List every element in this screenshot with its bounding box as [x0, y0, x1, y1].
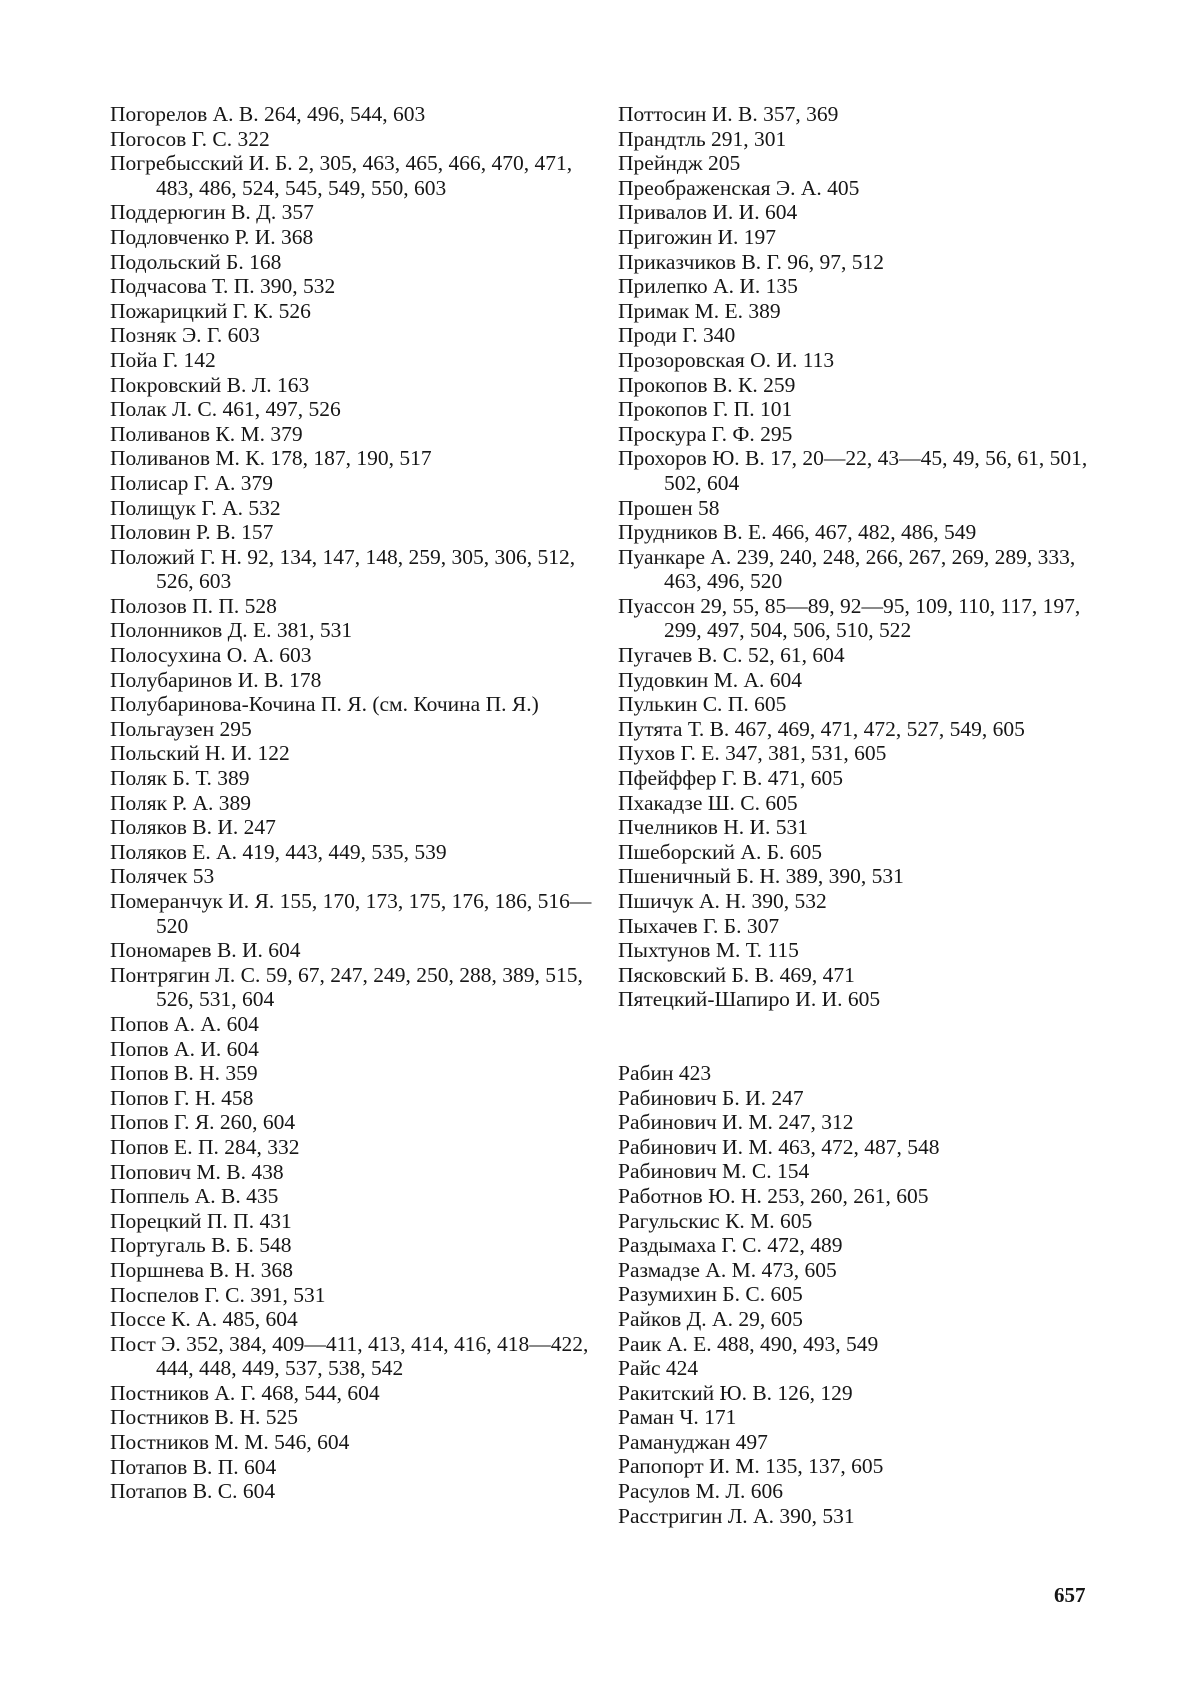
index-entry: Поттосин И. В. 357, 369	[618, 102, 839, 126]
index-entry: Рабинович Б. И. 247	[618, 1085, 804, 1110]
index-entry: Полисар Г. А. 379	[110, 470, 273, 495]
index-entry: Попов А. А. 604	[110, 1011, 259, 1036]
index-entry: Погорелов А. В. 264, 496, 544, 603	[110, 102, 426, 126]
index-entry: Полосухина О. А. 603	[110, 643, 312, 668]
index-entry: Райков Д. А. 29, 605	[618, 1306, 803, 1331]
index-entry: Пыхтунов М. Т. 115	[618, 938, 799, 963]
index-entry: Попов Г. Я. 260, 604	[110, 1110, 296, 1135]
index-entry: Поливанов К. М. 379	[110, 421, 303, 446]
index-entry: Полищук Г. А. 532	[110, 495, 281, 520]
index-entry: Рамануджан 497	[618, 1429, 768, 1454]
index-section-p	[618, 102, 1118, 1012]
index-column-right	[618, 102, 1118, 1528]
index-entry: Рабинович И. М. 247, 312	[618, 1110, 854, 1135]
index-entry: Рагульскис К. М. 605	[618, 1208, 813, 1233]
index-entry: Ракитский Ю. В. 126, 129	[618, 1380, 853, 1405]
index-entry: Пухов Г. Е. 347, 381, 531, 605	[618, 741, 887, 766]
index-entry: Поливанов М. К. 178, 187, 190, 517	[110, 446, 432, 471]
index-entry: Полубаринова-Кочина П. Я. (см. Кочина П. Я.)	[110, 692, 539, 717]
index-entry: Погребысский И. Б. 2, 305, 463, 465, 466, 470, 471, 483, 486, 524, 545, 549, 550, 603	[110, 151, 573, 200]
index-entry: Поляк Р. А. 389	[110, 790, 251, 815]
index-entry: Пригожин И. 197	[618, 224, 777, 249]
index-entry: Пост Э. 352, 384, 409—411, 413, 414, 416, 418—422, 444, 448, 449, 537, 538, 542	[110, 1331, 589, 1381]
index-entry: Подловченко Р. И. 368	[110, 224, 314, 249]
index-entry: Пшеничный Б. Н. 389, 390, 531	[618, 864, 904, 889]
index-section-r	[618, 1061, 1118, 1528]
index-entry: Пыхачев Г. Б. 307	[618, 913, 780, 938]
page-number: 657	[1054, 1583, 1086, 1607]
index-entry: Раман Ч. 171	[618, 1405, 737, 1430]
index-entry: Португаль В. Б. 548	[110, 1233, 292, 1258]
index-entry: Подольский Б. 168	[110, 249, 282, 274]
index-entry: Пясковский Б. В. 469, 471	[618, 962, 855, 987]
index-entry: Прокопов Г. П. 101	[618, 397, 793, 422]
index-entry: Путята Т. В. 467, 469, 471, 472, 527, 549, 605	[618, 716, 1025, 741]
index-entry: Пшичук А. Н. 390, 532	[618, 889, 827, 913]
index-entry: Пономарев В. И. 604	[110, 938, 301, 963]
index-entry: Прохоров Ю. В. 17, 20—22, 43—45, 49, 56, 61, 501, 502, 604	[618, 446, 1088, 495]
index-entry: Покровский В. Л. 163	[110, 372, 310, 397]
index-entry: Позняк Э. Г. 603	[110, 323, 260, 348]
index-entry: Попов А. И. 604	[110, 1036, 259, 1061]
index-entry: Порецкий П. П. 431	[110, 1208, 292, 1233]
index-entry: Погосов Г. С. 322	[110, 126, 270, 151]
index-entry: Постников В. Н. 525	[110, 1405, 299, 1430]
index-entry: Раик А. Е. 488, 490, 493, 549	[618, 1331, 879, 1356]
index-entry: Поляк Б. Т. 389	[110, 766, 250, 791]
index-entry: Привалов И. И. 604	[618, 200, 798, 225]
index-entry: Расстригин Л. А. 390, 531	[618, 1503, 855, 1528]
index-entry: Рабин 423	[618, 1060, 712, 1085]
index-entry: Померанчук И. Я. 155, 170, 173, 175, 176, 186, 516—520	[110, 889, 592, 938]
index-entry: Прилепко А. И. 135	[618, 274, 798, 299]
index-entry: Польский Н. И. 122	[110, 741, 290, 766]
index-entry: Подчасова Т. П. 390, 532	[110, 274, 336, 299]
index-entry: Поляков Е. А. 419, 443, 449, 535, 539	[110, 839, 447, 864]
index-entry: Полубаринов И. В. 178	[110, 667, 322, 692]
index-entry: Потапов В. П. 604	[110, 1454, 277, 1479]
index-entry: Работнов Ю. Н. 253, 260, 261, 605	[618, 1183, 929, 1208]
index-entry: Рабинович И. М. 463, 472, 487, 548	[618, 1134, 940, 1159]
index-entry: Полячек 53	[110, 864, 215, 889]
index-entry: Попович М. В. 438	[110, 1159, 284, 1184]
index-entry: Попов Е. П. 284, 332	[110, 1134, 300, 1159]
index-entry: Поппель А. В. 435	[110, 1184, 279, 1209]
index-entry: Разумихин Б. С. 605	[618, 1282, 803, 1307]
index-entry: Проскура Г. Ф. 295	[618, 421, 793, 446]
index-entry: Пчелников Н. И. 531	[618, 815, 809, 840]
index-entry: Полак Л. С. 461, 497, 526	[110, 397, 341, 422]
index-entry: Попов Г. Н. 458	[110, 1085, 254, 1110]
index-entry: Поддерюгин В. Д. 357	[110, 200, 314, 225]
index-entry: Поршнева В. Н. 368	[110, 1257, 294, 1282]
index-entry: Прудников В. Е. 466, 467, 482, 486, 549	[618, 520, 977, 545]
index-entry: Польгаузен 295	[110, 716, 252, 741]
index-entry: Пудовкин М. А. 604	[618, 667, 802, 692]
index-entry: Пулькин С. П. 605	[618, 692, 787, 717]
index-entry: Постников М. М. 546, 604	[110, 1430, 350, 1455]
index-entry: Постников А. Г. 468, 544, 604	[110, 1380, 380, 1405]
index-entry: Поляков В. И. 247	[110, 815, 276, 840]
index-entry: Прокопов В. К. 259	[618, 372, 796, 397]
index-entry: Полозов П. П. 528	[110, 593, 277, 618]
index-entry: Пугачев В. С. 52, 61, 604	[618, 643, 845, 668]
index-entry: Пфейффер Г. В. 471, 605	[618, 766, 844, 791]
index-entry: Райс 424	[618, 1356, 699, 1381]
index-entry: Рапопорт И. М. 135, 137, 605	[618, 1454, 884, 1479]
index-entry: Пятецкий-Шапиро И. И. 605	[618, 987, 881, 1012]
index-entry: Рабинович М. С. 154	[618, 1159, 810, 1184]
index-entry: Прошен 58	[618, 495, 720, 520]
index-entry: Понтрягин Л. С. 59, 67, 247, 249, 250, 288, 389, 515, 526, 531, 604	[110, 962, 583, 1012]
index-entry: Проди Г. 340	[618, 323, 736, 348]
index-entry: Прейндж 205	[618, 151, 741, 176]
index-entry: Попов В. Н. 359	[110, 1061, 258, 1086]
index-entry: Поспелов Г. С. 391, 531	[110, 1282, 326, 1307]
index-column-left	[110, 102, 600, 1504]
index-entry: Полонников Д. Е. 381, 531	[110, 618, 353, 643]
index-entry: Прозоровская О. И. 113	[618, 347, 835, 372]
index-entry: Примак М. Е. 389	[618, 298, 781, 323]
index-entry: Потапов В. С. 604	[110, 1479, 276, 1504]
index-entry: Пхакадзе Ш. С. 605	[618, 790, 798, 815]
index-entry: Пуанкаре А. 239, 240, 248, 266, 267, 269, 289, 333, 463, 496, 520	[618, 544, 1076, 594]
index-entry: Прандтль 291, 301	[618, 126, 787, 151]
index-entry: Раздымаха Г. С. 472, 489	[618, 1233, 843, 1258]
index-entry: Пойа Г. 142	[110, 347, 216, 372]
index-entry: Пожарицкий Г. К. 526	[110, 298, 311, 323]
index-entry: Преображенская Э. А. 405	[618, 175, 860, 200]
index-entry: Половин Р. В. 157	[110, 520, 274, 545]
index-entry: Расулов М. Л. 606	[618, 1479, 784, 1504]
index-entry: Приказчиков В. Г. 96, 97, 512	[618, 249, 885, 274]
index-entry: Положий Г. Н. 92, 134, 147, 148, 259, 305, 306, 512, 526, 603	[110, 544, 576, 594]
section-gap	[618, 1012, 1118, 1061]
index-entry: Пуассон 29, 55, 85—89, 92—95, 109, 110, 117, 197, 299, 497, 504, 506, 510, 522	[618, 593, 1081, 643]
index-entry: Пшеборский А. Б. 605	[618, 839, 823, 864]
index-entry: Размадзе А. М. 473, 605	[618, 1257, 837, 1282]
index-entry: Поссе К. А. 485, 604	[110, 1307, 298, 1332]
